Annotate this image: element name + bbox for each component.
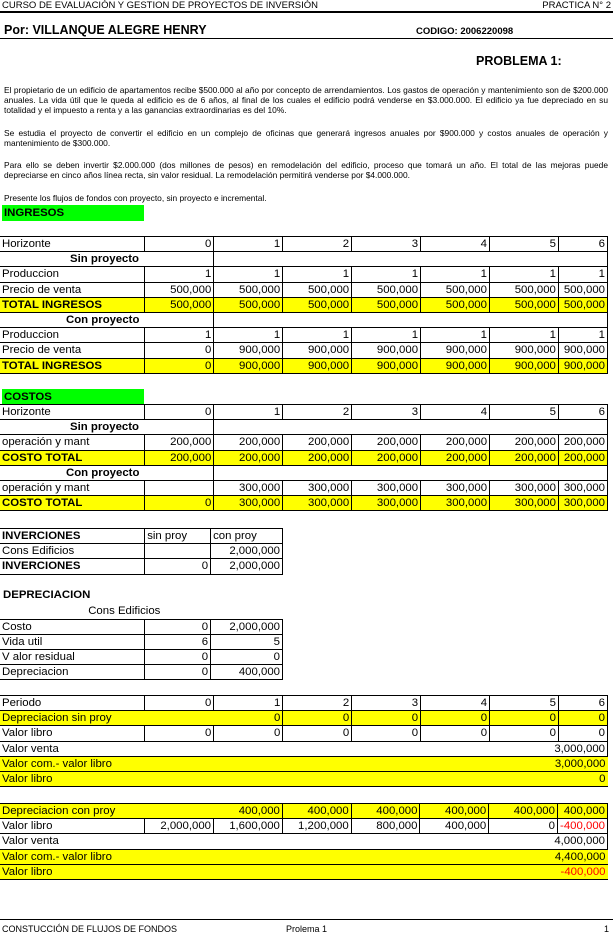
costos-table (0, 404, 608, 511)
value-cell: 200,000 (558, 450, 607, 465)
valor-venta-label: Valor venta (0, 741, 145, 756)
value-cell: 500,000 (558, 282, 607, 297)
value-cell: 500,000 (145, 297, 214, 312)
value-cell: 300,000 (490, 480, 559, 495)
value-cell: 300,000 (283, 496, 352, 511)
depreciacion-table (0, 604, 283, 680)
value-cell: 0 (145, 726, 214, 741)
value-cell: 400,000 (211, 665, 283, 680)
cons-edificios-label: Cons Edificios (0, 544, 145, 559)
value-cell: 5 (211, 634, 283, 649)
value-cell: 1 (145, 328, 214, 343)
value-cell: 400,000 (489, 804, 558, 819)
periodo-row (0, 696, 608, 711)
value-cell: 500,000 (558, 297, 607, 312)
value-cell: 300,000 (214, 496, 283, 511)
value-cell: 1 (352, 328, 421, 343)
value-cell: 200,000 (558, 435, 607, 450)
value-cell: 200,000 (145, 450, 214, 465)
valor-com-sin-row (0, 756, 608, 771)
year-cell: 2 (283, 237, 352, 252)
periodo-con-table (0, 803, 608, 880)
value-cell: 3,000,000 (145, 741, 608, 756)
value-cell: 1 (214, 267, 283, 282)
value-cell: 200,000 (283, 450, 352, 465)
value-cell: 900,000 (352, 358, 421, 373)
value-cell: 0 (421, 726, 490, 741)
valor-libro-sin-row (0, 726, 608, 741)
value-cell: 1,600,000 (214, 819, 283, 834)
periodo-label: Periodo (0, 696, 145, 711)
value-cell: 2,000,000 (211, 544, 283, 559)
value-cell: 900,000 (489, 343, 558, 358)
value-cell: 900,000 (421, 358, 490, 373)
value-cell: 900,000 (214, 343, 283, 358)
author-name: Por: VILLANQUE ALEGRE HENRY (4, 23, 207, 37)
inversiones-title: INVERCIONES (0, 529, 145, 544)
value-cell: 300,000 (352, 496, 421, 511)
valor-libro-label: Valor libro (0, 819, 145, 834)
statement-paragraph-1: El propietario de un edificio de apartamentos recibe $500.000 al año por concepto de arrendamientos. Los gastos de operación y mantenimiento son de $200.000 anuales. La vida útil que le queda al edificio es de 6 años, al final de los cuales el edificio podrá venderse en $3.000.000. El edificio ya fue depreciado en su totalidad y el impuesto a renta y a las ganancias extraordinarias es del 10%. (4, 85, 608, 115)
year-cell: 5 (490, 696, 559, 711)
con-operacion-row (0, 480, 608, 495)
sin-total-row (0, 297, 608, 312)
footer-center: Prolema 1 (286, 924, 328, 934)
value-cell: 400,000 (282, 804, 351, 819)
value-cell: 200,000 (352, 435, 421, 450)
value-cell: 0 (145, 619, 211, 634)
value-cell: 0 (214, 726, 283, 741)
depreciacion-subtitle-row (0, 604, 283, 619)
year-cell: 1 (214, 405, 283, 420)
depreciacion-row (0, 619, 283, 634)
sin-produccion-row (0, 267, 608, 282)
value-cell: 300,000 (490, 496, 559, 511)
year-cell: 5 (489, 237, 558, 252)
produccion-label: Produccion (0, 328, 145, 343)
year-cell: 0 (145, 696, 214, 711)
value-cell: 900,000 (489, 358, 558, 373)
value-cell: 400,000 (557, 804, 607, 819)
value-cell: 300,000 (421, 496, 490, 511)
value-cell: 200,000 (421, 450, 490, 465)
value-cell: 500,000 (489, 297, 558, 312)
year-cell: 0 (145, 405, 214, 420)
value-cell: 2,000,000 (211, 559, 283, 574)
value-cell: 1 (558, 328, 607, 343)
value-cell: 400,000 (351, 804, 420, 819)
periodo-sin-table (0, 695, 608, 787)
sin-operacion-row (0, 435, 608, 450)
year-cell: 6 (558, 405, 607, 420)
valor-libro-label: Valor libro (0, 726, 145, 741)
value-cell: 1 (214, 328, 283, 343)
dep-sin-row (0, 711, 608, 726)
depreciacion-title: DEPRECIACION (3, 589, 91, 601)
value-cell: 2,000,000 (145, 819, 214, 834)
value-cell: 500,000 (283, 297, 352, 312)
year-cell: 0 (145, 237, 214, 252)
value-cell: 400,000 (420, 819, 489, 834)
year-cell: 4 (421, 237, 490, 252)
sin-proyecto-label: Sin proyecto (0, 252, 214, 267)
produccion-label: Produccion (0, 267, 145, 282)
footer-rule (0, 919, 613, 920)
value-cell: 1,200,000 (282, 819, 351, 834)
year-cell: 3 (352, 237, 421, 252)
value-cell: 1 (489, 267, 558, 282)
valor-com-label: Valor com.- valor libro (0, 849, 145, 864)
value-cell: 0 (283, 711, 352, 726)
value-cell: 500,000 (214, 282, 283, 297)
operacion-label: operación y mant (0, 435, 145, 450)
row-label: Depreciacion (0, 665, 145, 680)
value-cell: 0 (283, 726, 352, 741)
value-cell: 0 (145, 665, 211, 680)
cons-edificios-subtitle: Cons Edificios (88, 605, 161, 618)
sin-proy-header: sin proy (145, 529, 211, 544)
value-cell: 200,000 (145, 435, 214, 450)
sin-costo-total-row (0, 450, 608, 465)
value-cell: 800,000 (351, 819, 420, 834)
dep-sin-label: Depreciacion sin proy (0, 711, 145, 726)
value-cell: 0 (145, 771, 608, 786)
valor-venta-con-row (0, 834, 608, 849)
value-cell: 0 (145, 559, 211, 574)
value-cell: 200,000 (490, 450, 559, 465)
costos-horizonte-row (0, 405, 608, 420)
sin-proyecto-label: Sin proyecto (0, 420, 214, 435)
value-cell: 0 (352, 711, 421, 726)
value-cell: 1 (558, 267, 607, 282)
value-cell: 900,000 (421, 343, 490, 358)
year-cell: 6 (558, 237, 607, 252)
valor-venta-sin-row (0, 741, 608, 756)
ingresos-horizonte-row (0, 237, 608, 252)
problem-title: PROBLEMA 1: (476, 54, 562, 68)
statement-paragraph-4: Presente los flujos de fondos con proyecto, sin proyecto e incremental. (4, 193, 267, 203)
value-cell: 0 (214, 711, 283, 726)
valor-libro2-con-row (0, 864, 608, 879)
sin-proyecto-header (0, 252, 608, 267)
year-cell: 4 (421, 696, 490, 711)
year-cell: 3 (352, 696, 421, 711)
value-cell: 300,000 (214, 480, 283, 495)
year-cell: 2 (283, 405, 352, 420)
year-cell: 1 (214, 696, 283, 711)
value-cell: 300,000 (558, 480, 607, 495)
header-rule (0, 11, 613, 13)
row-label: Costo (0, 619, 145, 634)
ingresos-title: INGRESOS (2, 205, 144, 221)
valor-libro-con-row (0, 819, 608, 834)
valor-libro-label: Valor libro (0, 771, 145, 786)
con-produccion-row (0, 328, 608, 343)
depreciacion-row (0, 650, 283, 665)
practice-number: PRACTICA N° 2 (542, 0, 611, 11)
value-cell: 1 (421, 328, 490, 343)
precio-label: Precio de venta (0, 343, 145, 358)
value-cell: 900,000 (352, 343, 421, 358)
value-cell: 200,000 (214, 450, 283, 465)
value-cell: 400,000 (420, 804, 489, 819)
year-cell: 3 (352, 405, 421, 420)
valor-com-con-row (0, 849, 608, 864)
statement-paragraph-3: Para ello se deben invertir $2.000.000 (dos millones de pesos) en remodelación del edificio, proceso que tomará un año. El total de las mejoras puede depreciarse en cinco años línea recta, sin valor residual. La remodelación permitirá venderse por $4.000.000. (4, 160, 608, 180)
value-cell: 500,000 (214, 297, 283, 312)
author-rule (0, 38, 613, 39)
value-cell: 900,000 (558, 343, 607, 358)
value-cell: 900,000 (558, 358, 607, 373)
value-cell: 1 (489, 328, 558, 343)
value-cell: 500,000 (283, 282, 352, 297)
con-proyecto-label: Con proyecto (0, 312, 214, 327)
valor-com-label: Valor com.- valor libro (0, 756, 145, 771)
value-cell: 0 (145, 343, 214, 358)
value-cell (145, 544, 211, 559)
value-cell: 0 (558, 711, 607, 726)
operacion-label: operación y mant (0, 480, 145, 495)
value-cell: 1 (421, 267, 490, 282)
value-cell: 0 (489, 819, 558, 834)
value-cell: 300,000 (421, 480, 490, 495)
value-cell: 900,000 (283, 343, 352, 358)
costos-title: COSTOS (2, 389, 144, 405)
con-total-row (0, 358, 608, 373)
valor-venta-label: Valor venta (0, 834, 145, 849)
value-cell: 500,000 (145, 282, 214, 297)
con-proy-header: con proy (211, 529, 283, 544)
page-number: 1 (603, 924, 609, 934)
student-code: CODIGO: 2006220098 (416, 26, 514, 37)
value-cell: 400,000 (214, 804, 283, 819)
horizonte-label: Horizonte (0, 405, 145, 420)
valor-libro2-sin-row (0, 771, 608, 786)
value-cell: 200,000 (352, 450, 421, 465)
con-costo-total-row (0, 496, 608, 511)
value-cell: 0 (421, 711, 490, 726)
value-cell: 1 (283, 328, 352, 343)
footer-left: CONSTUCCIÓN DE FLUJOS DE FONDOS (2, 924, 178, 934)
value-cell: 900,000 (283, 358, 352, 373)
inversiones-table (0, 528, 283, 575)
year-cell: 1 (214, 237, 283, 252)
con-precio-row (0, 343, 608, 358)
valor-libro-label: Valor libro (0, 864, 145, 879)
value-cell: 0 (558, 726, 607, 741)
value-cell: 200,000 (214, 435, 283, 450)
value-cell: 1 (145, 267, 214, 282)
total-ingresos-label: TOTAL INGRESOS (0, 358, 145, 373)
value-cell: 4,000,000 (145, 834, 608, 849)
value-cell: 500,000 (352, 297, 421, 312)
value-cell: 900,000 (214, 358, 283, 373)
value-cell: 500,000 (421, 297, 490, 312)
year-cell: 6 (558, 696, 607, 711)
value-cell: -400,000 (557, 819, 607, 834)
value-cell: 6 (145, 634, 211, 649)
value-cell: 200,000 (421, 435, 490, 450)
value-cell: -400,000 (145, 864, 608, 879)
dep-con-label: Depreciacion con proy (0, 804, 145, 819)
value-cell (145, 804, 214, 819)
value-cell: 500,000 (352, 282, 421, 297)
con-proyecto-label: Con proyecto (0, 465, 214, 480)
row-label: V alor residual (0, 650, 145, 665)
value-cell: 4,400,000 (145, 849, 608, 864)
row-label: Vida util (0, 634, 145, 649)
year-cell: 4 (421, 405, 490, 420)
con-proyecto-header (0, 312, 608, 327)
value-cell: 500,000 (489, 282, 558, 297)
value-cell: 0 (490, 711, 559, 726)
value-cell: 0 (145, 650, 211, 665)
value-cell: 2,000,000 (211, 619, 283, 634)
value-cell: 0 (145, 496, 214, 511)
value-cell (145, 711, 214, 726)
value-cell: 0 (145, 358, 214, 373)
value-cell: 0 (211, 650, 283, 665)
total-ingresos-label: TOTAL INGRESOS (0, 297, 145, 312)
value-cell: 200,000 (283, 435, 352, 450)
dep-con-row (0, 804, 608, 819)
value-cell: 300,000 (558, 496, 607, 511)
value-cell: 300,000 (283, 480, 352, 495)
value-cell: 200,000 (490, 435, 559, 450)
statement-paragraph-2: Se estudia el proyecto de convertir el edificio en un complejo de oficinas que generará ingresos anuales por $900.000 y costos anuales de operación y mantenimiento de $300.000. (4, 128, 608, 148)
ingresos-table (0, 236, 608, 374)
year-cell: 2 (283, 696, 352, 711)
value-cell: 300,000 (352, 480, 421, 495)
inversiones-total-label: INVERCIONES (0, 559, 145, 574)
cons-edificios-row (0, 544, 283, 559)
inversiones-header-row (0, 529, 283, 544)
year-cell: 5 (490, 405, 559, 420)
costo-total-label: COSTO TOTAL (0, 450, 145, 465)
value-cell: 500,000 (421, 282, 490, 297)
sin-precio-row (0, 282, 608, 297)
depreciacion-row (0, 665, 283, 680)
value-cell: 0 (352, 726, 421, 741)
depreciacion-row (0, 634, 283, 649)
value-cell: 1 (283, 267, 352, 282)
inversiones-total-row (0, 559, 283, 574)
precio-label: Precio de venta (0, 282, 145, 297)
course-title: CURSO DE EVALUACIÓN Y GESTION DE PROYECTOS DE INVERSIÓN (2, 0, 319, 11)
con-proyecto-header (0, 465, 608, 480)
sin-proyecto-header (0, 420, 608, 435)
value-cell: 0 (490, 726, 559, 741)
value-cell: 1 (352, 267, 421, 282)
value-cell (145, 480, 214, 495)
horizonte-label: Horizonte (0, 237, 145, 252)
costo-total-label: COSTO TOTAL (0, 496, 145, 511)
value-cell: 3,000,000 (145, 756, 608, 771)
